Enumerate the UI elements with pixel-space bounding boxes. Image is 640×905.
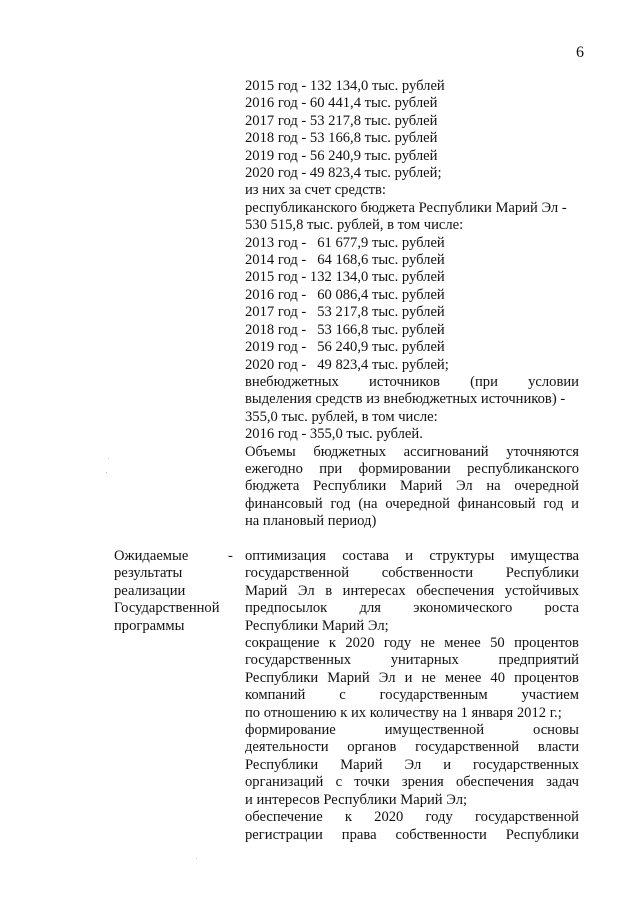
word: участием — [521, 687, 579, 704]
word: очередной — [385, 495, 450, 512]
word: имущества — [510, 548, 579, 564]
word: бюджетных — [313, 443, 386, 460]
funding-line: 2019 год - 56 240,9 тыс. рублей — [245, 147, 438, 164]
word: для — [359, 600, 381, 617]
results-line — [245, 565, 579, 582]
results-label-line: реализации — [114, 582, 186, 599]
word: к — [328, 635, 336, 652]
funding-line: 2020 год - 49 823,4 тыс. рублей; — [245, 356, 449, 373]
funding-line: 2016 год - 60 086,4 тыс. рублей — [245, 286, 445, 303]
results-line — [245, 548, 579, 565]
word: год — [543, 495, 564, 512]
word: с — [339, 687, 346, 704]
word: в — [325, 582, 333, 599]
results-line — [245, 722, 579, 739]
word: унитарных — [390, 652, 459, 669]
word: бюджета — [245, 478, 300, 495]
word: на — [486, 478, 501, 495]
word: 2020 — [345, 635, 375, 652]
word: компаний — [245, 687, 306, 704]
word: ассигнований — [403, 443, 489, 460]
word: 2020 — [374, 809, 404, 826]
word: государственной — [245, 565, 350, 582]
results-line — [245, 600, 579, 617]
word: государственной — [415, 739, 520, 756]
results-line — [245, 757, 579, 774]
word: Республики — [505, 565, 579, 582]
funding-line: 2019 год - 56 240,9 тыс. рублей — [245, 339, 445, 356]
results-label-line: Государственной — [114, 600, 220, 617]
funding-line: 2013 год - 61 677,9 тыс. рублей — [245, 234, 445, 251]
word: государственной — [474, 809, 579, 826]
results-line — [245, 635, 579, 652]
scan-speck — [108, 458, 109, 459]
word: республиканского — [467, 460, 579, 477]
funding-line: 2014 год - 64 168,6 тыс. рублей — [245, 252, 445, 269]
funding-line: 2016 год - 60 441,4 тыс. рублей — [245, 95, 438, 112]
funding-line — [245, 461, 579, 478]
word: при — [319, 460, 343, 477]
word: власти — [537, 739, 579, 756]
word: (на — [358, 495, 378, 512]
word: Марий — [399, 478, 443, 495]
word: государственных — [472, 756, 579, 773]
results-line: Республики Марий Эл; — [245, 617, 389, 634]
funding-line: 2018 год - 53 166,8 тыс. рублей — [245, 321, 445, 338]
results-line — [245, 809, 579, 826]
word: регистрации — [245, 826, 323, 843]
page-number: 6 — [576, 44, 584, 61]
word: Республики — [505, 826, 579, 843]
funding-line: 2015 год - 132 134,0 тыс. рублей — [245, 78, 445, 94]
results-line — [245, 583, 579, 600]
word: и — [443, 756, 451, 773]
word: зрения — [401, 774, 444, 791]
word: деятельности — [245, 739, 329, 756]
word: не — [420, 635, 435, 652]
results-line: по отношению к их количеству на 1 января 2012 г.; — [245, 704, 562, 721]
results-dash: - — [228, 548, 233, 564]
word: сокращение — [245, 635, 320, 652]
funding-line: выделения средств из внебюджетных источников) - — [245, 391, 566, 408]
funding-line — [245, 478, 579, 495]
word: органов — [347, 739, 397, 756]
funding-line: на плановый период) — [245, 513, 377, 530]
word: экономического — [413, 600, 513, 617]
word: уточняются — [506, 443, 579, 460]
word: и — [404, 669, 413, 686]
results-label — [114, 548, 244, 635]
word: внебюджетных — [245, 373, 339, 390]
funding-line — [245, 444, 579, 461]
word: Объемы — [245, 443, 296, 460]
word: интересах — [342, 582, 406, 599]
results-line — [245, 670, 579, 687]
word: роста — [544, 600, 579, 617]
word: оптимизация — [245, 548, 326, 564]
word: формировании — [358, 460, 451, 477]
results-line — [245, 652, 579, 669]
funding-line — [245, 374, 579, 391]
funding-line: 2017 год - 53 217,8 тыс. рублей — [245, 304, 445, 321]
funding-line: 2016 год - 355,0 тыс. рублей. — [245, 426, 423, 443]
results-label-line: Ожидаемые — [114, 548, 189, 564]
results-line — [245, 739, 579, 756]
funding-line: 530 515,8 тыс. рублей, в том числе: — [245, 217, 464, 234]
word: к — [344, 809, 352, 826]
word: имущественной — [384, 722, 485, 739]
word: собственности — [395, 826, 487, 843]
results-block — [245, 548, 579, 844]
word: структуры — [429, 548, 495, 564]
word: 40 — [490, 669, 505, 686]
word: 50 — [490, 635, 505, 652]
word: предприятий — [498, 652, 579, 669]
funding-block — [245, 78, 579, 531]
word: финансовый — [457, 495, 536, 512]
word: и — [405, 548, 414, 564]
word: права — [341, 826, 377, 843]
word: Марий — [327, 669, 370, 686]
word: Республики — [245, 669, 319, 686]
word: финансовый — [245, 495, 323, 512]
scan-speck — [196, 858, 197, 859]
word: государственным — [379, 687, 488, 704]
results-line — [245, 687, 579, 704]
results-line: и интересов Республики Марий Эл; — [245, 791, 468, 808]
word: не — [421, 669, 436, 686]
word: процентов — [514, 669, 579, 686]
results-line — [245, 827, 579, 844]
word: состава — [342, 548, 390, 564]
word: источников — [369, 373, 440, 390]
word: обеспечение — [245, 809, 323, 826]
word: государственных — [245, 652, 352, 669]
word: менее — [444, 635, 481, 652]
word: основы — [533, 722, 579, 739]
word: Республики — [313, 478, 387, 495]
word: точки — [354, 774, 390, 791]
funding-line: 2017 год - 53 217,8 тыс. рублей — [245, 112, 438, 129]
word: году — [383, 635, 412, 652]
word: формирование — [245, 722, 336, 739]
word: условии — [528, 373, 579, 390]
word: с — [335, 774, 343, 791]
word: Эл — [378, 669, 396, 686]
word: обеспечения — [455, 774, 534, 791]
word: обеспечения — [416, 582, 495, 599]
word: организаций — [245, 774, 324, 791]
word: и — [571, 495, 579, 512]
funding-line: 355,0 тыс. рублей, в том числе: — [245, 408, 438, 425]
word: году — [425, 809, 453, 826]
word: Марий — [245, 582, 288, 599]
funding-line: 2015 год - 132 134,0 тыс. рублей — [245, 269, 445, 286]
word: Эл — [455, 478, 473, 495]
word: год — [330, 495, 351, 512]
word: процентов — [514, 635, 579, 652]
word: устойчивых — [504, 582, 579, 599]
word: собственности — [381, 565, 474, 582]
word: Эл — [297, 582, 315, 599]
funding-line: 2020 год - 49 823,4 тыс. рублей; — [245, 165, 442, 182]
funding-line: 2018 год - 53 166,8 тыс. рублей — [245, 130, 438, 147]
word: менее — [444, 669, 482, 686]
word: очередной — [514, 478, 579, 495]
word: Республики — [245, 756, 319, 773]
funding-line: из них за счет средств: — [245, 182, 386, 199]
results-label-line: программы — [114, 617, 185, 634]
funding-line: республиканского бюджета Республики Марий Эл - — [245, 199, 567, 216]
results-line — [245, 774, 579, 791]
word: предпосылок — [245, 600, 328, 617]
word: задач — [546, 774, 579, 791]
results-label-line: результаты — [114, 565, 183, 582]
word: Эл — [404, 756, 422, 773]
word: (при — [470, 373, 498, 390]
word: Марий — [340, 756, 383, 773]
word: ежегодно — [245, 460, 303, 477]
funding-line — [245, 496, 579, 513]
scan-speck — [106, 472, 107, 473]
